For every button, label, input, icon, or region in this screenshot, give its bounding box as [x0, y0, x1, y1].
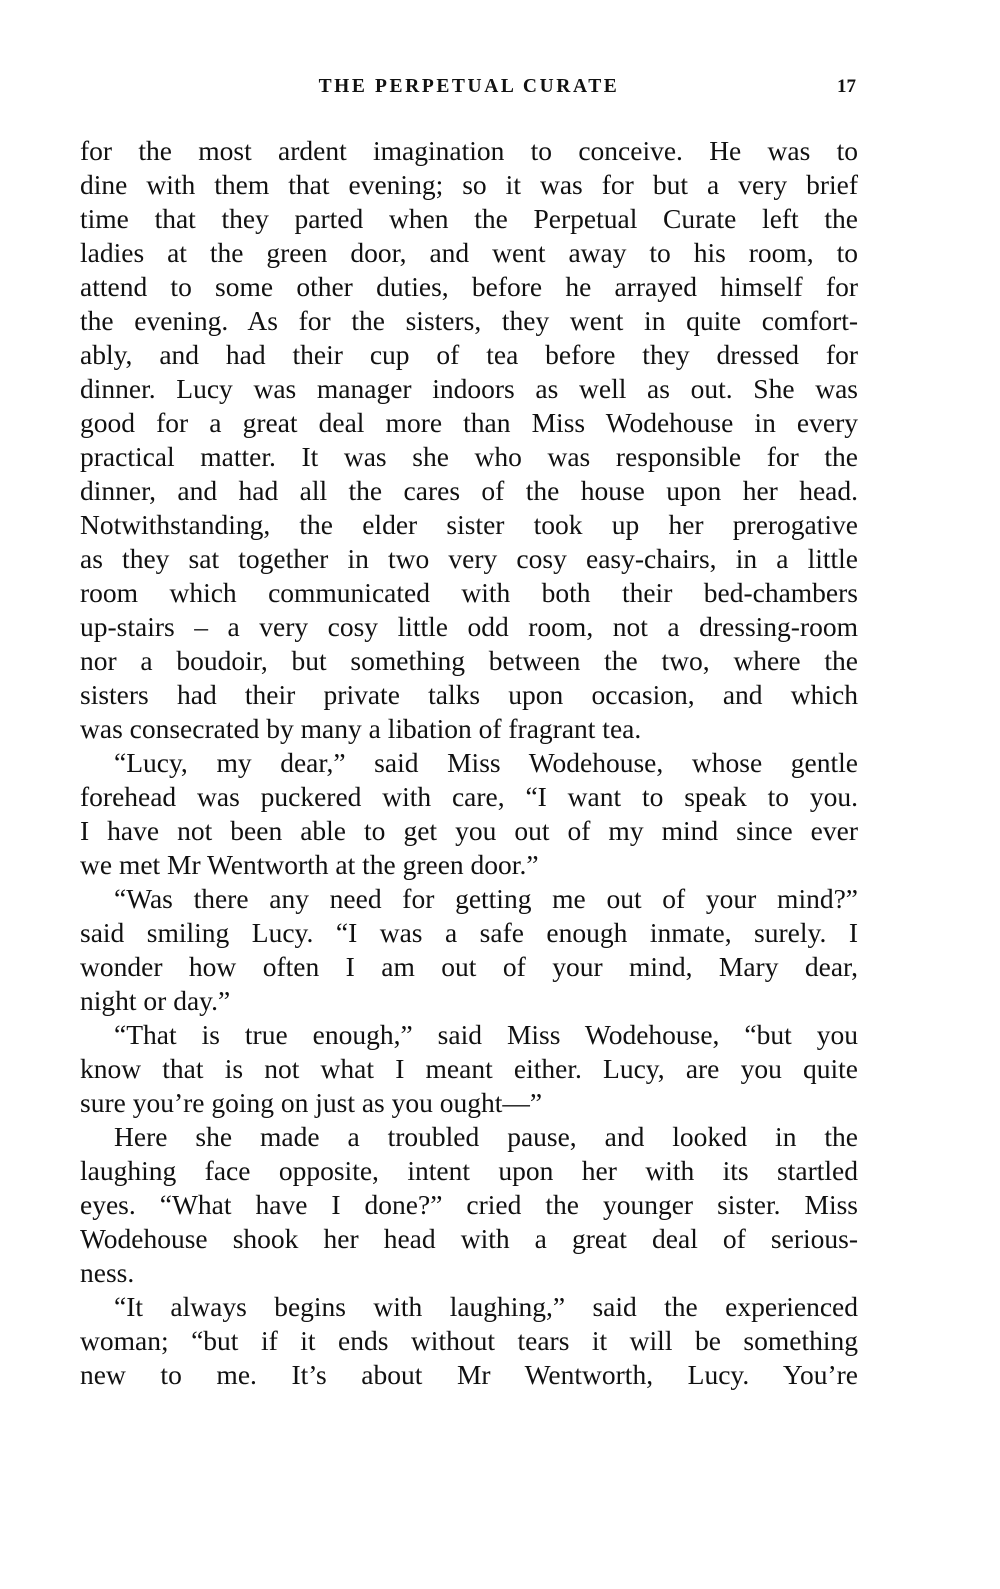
text-line: ness.	[80, 1257, 135, 1288]
text-line: woman; “but if it ends without tears it will be something	[80, 1325, 858, 1356]
body-text	[80, 134, 858, 1392]
text-line: nor a boudoir, but something between the two, where the	[80, 645, 858, 676]
text-line: “It always begins with laughing,” said the experienced	[114, 1291, 858, 1322]
text-line: “That is true enough,” said Miss Wodehouse, “but you	[114, 1019, 858, 1050]
text-line: I have not been able to get you out of my mind since ever	[80, 815, 858, 846]
text-line: room which communicated with both their bed-chambers	[80, 577, 858, 608]
text-line: know that is not what I meant either. Lucy, are you quite	[80, 1053, 858, 1084]
text-line: for the most ardent imagination to conceive. He was to	[80, 135, 858, 166]
text-line: new to me. It’s about Mr Wentworth, Lucy. You’re	[80, 1359, 858, 1390]
text-line: “Was there any need for getting me out of your mind?”	[114, 883, 858, 914]
text-line: ably, and had their cup of tea before they dressed for	[80, 339, 858, 370]
text-line: dinner, and had all the cares of the house upon her head.	[80, 475, 858, 506]
text-line: forehead was puckered with care, “I want to speak to you.	[80, 781, 858, 812]
running-header	[80, 76, 858, 104]
text-line: sisters had their private talks upon occasion, and which	[80, 679, 858, 710]
text-line: eyes. “What have I done?” cried the younger sister. Miss	[80, 1189, 858, 1220]
text-line: ladies at the green door, and went away to his room, to	[80, 237, 858, 268]
running-title: THE PERPETUAL CURATE	[318, 76, 620, 97]
text-line: said smiling Lucy. “I was a safe enough inmate, surely. I	[80, 917, 858, 948]
text-line: practical matter. It was she who was responsible for the	[80, 441, 858, 472]
text-line: up-stairs – a very cosy little odd room, not a dressing-room	[80, 611, 858, 642]
text-line: Here she made a troubled pause, and looked in the	[114, 1121, 858, 1152]
text-line: was consecrated by many a libation of fragrant tea.	[80, 713, 642, 744]
text-line: attend to some other duties, before he arrayed himself for	[80, 271, 858, 302]
text-line: night or day.”	[80, 985, 231, 1016]
text-line: sure you’re going on just as you ought—”	[80, 1087, 543, 1118]
text-line: wonder how often I am out of your mind, Mary dear,	[80, 951, 858, 982]
text-line: we met Mr Wentworth at the green door.”	[80, 849, 539, 880]
text-line: good for a great deal more than Miss Wodehouse in every	[80, 407, 858, 438]
text-line: time that they parted when the Perpetual Curate left the	[80, 203, 858, 234]
text-line: laughing face opposite, intent upon her with its startled	[80, 1155, 858, 1186]
text-line: as they sat together in two very cosy easy-chairs, in a little	[80, 543, 858, 574]
text-line: Wodehouse shook her head with a great deal of serious-	[80, 1223, 858, 1254]
text-line: dine with them that evening; so it was for but a very brief	[80, 169, 858, 200]
text-line: dinner. Lucy was manager indoors as well as out. She was	[80, 373, 858, 404]
text-line: “Lucy, my dear,” said Miss Wodehouse, whose gentle	[114, 747, 858, 778]
page-number: 17	[837, 76, 856, 97]
text-line: the evening. As for the sisters, they went in quite comfort-	[80, 305, 858, 336]
text-line: Notwithstanding, the elder sister took up her prerogative	[80, 509, 858, 540]
